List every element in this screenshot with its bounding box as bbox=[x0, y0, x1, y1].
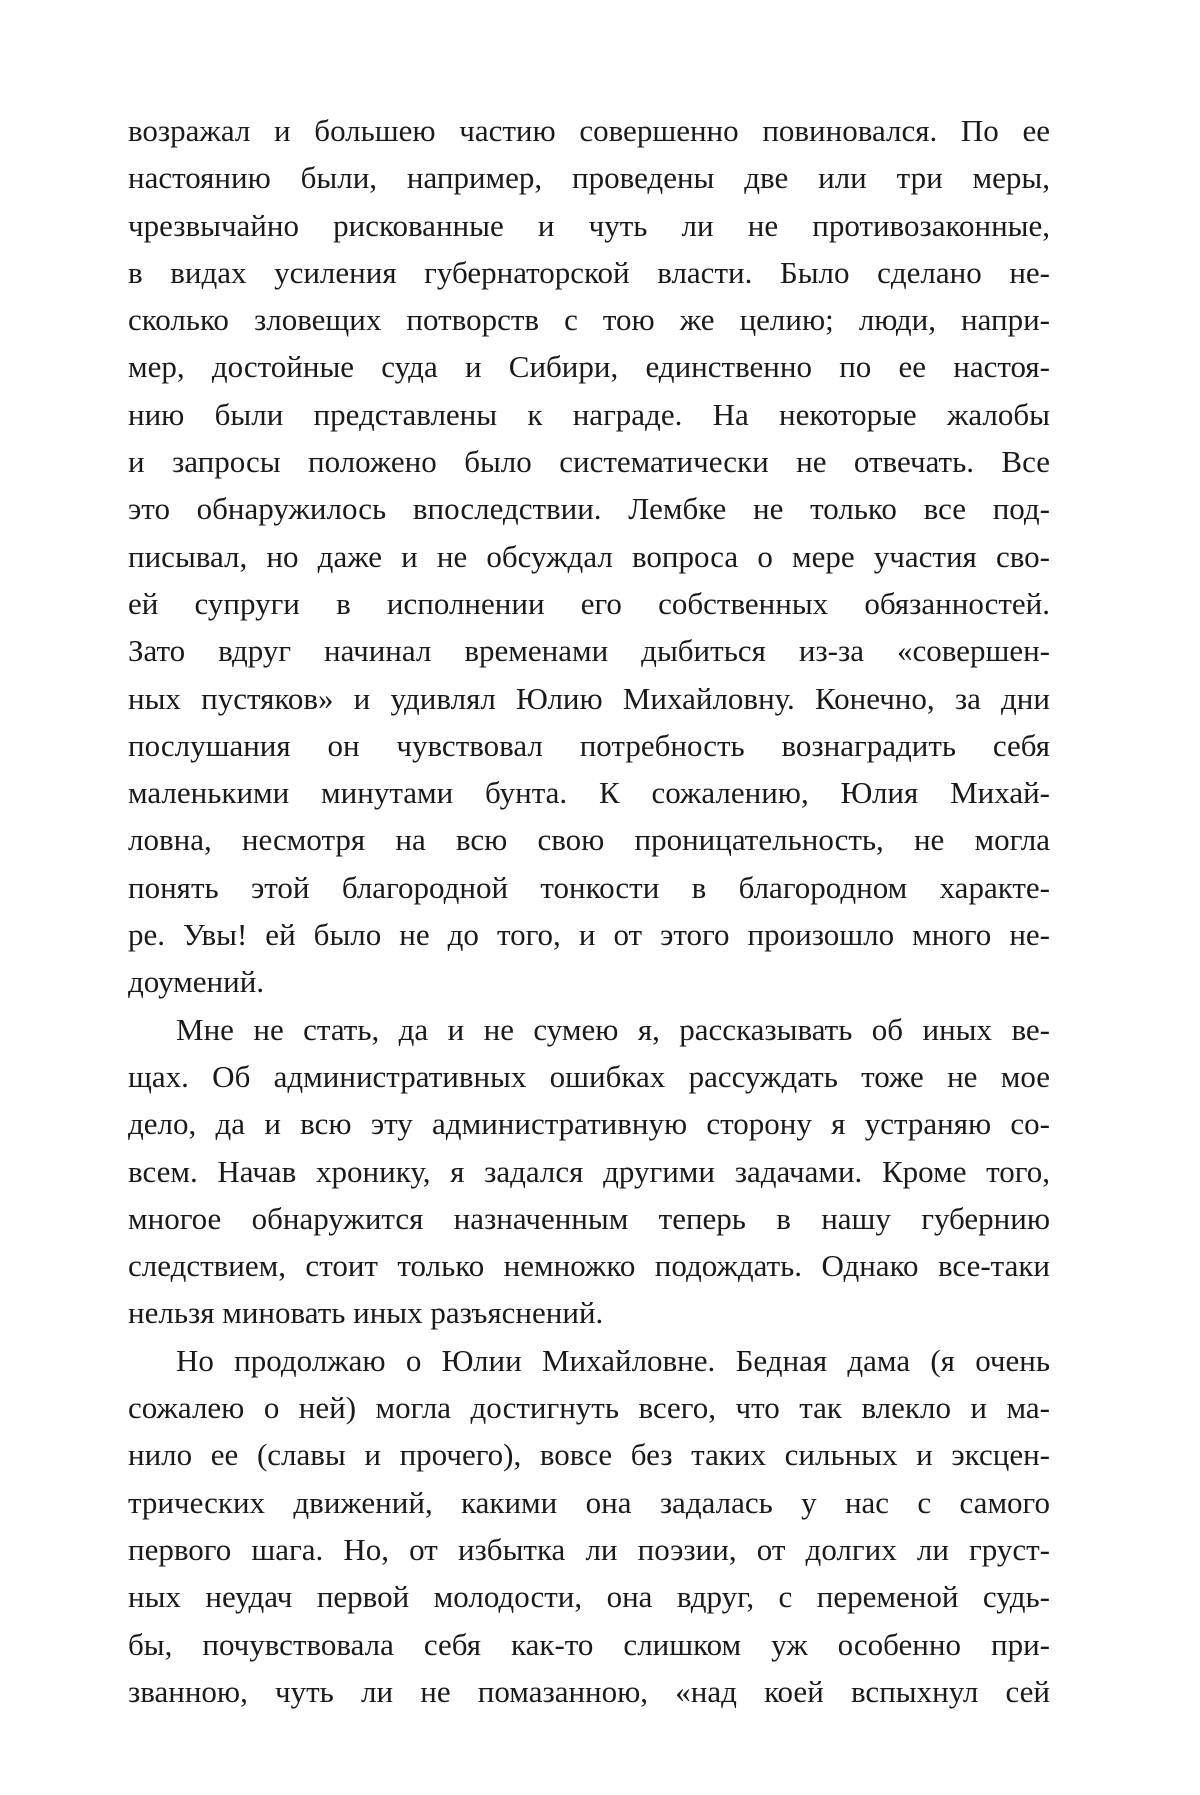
text-line: ных неудач первой молодости, она вдруг, с переменой судь- bbox=[128, 1579, 1050, 1615]
text-line: Зато вдруг начинал временами дыбиться из-за «совершен- bbox=[128, 633, 1050, 669]
text-line: настоянию были, например, проведены две или три меры, bbox=[128, 160, 1050, 196]
text-line: в видах усиления губернаторской власти. Было сделано не- bbox=[128, 254, 1050, 290]
text-line: всем. Начав хронику, я задался другими задачами. Кроме того, bbox=[128, 1153, 1050, 1189]
text-line: и запросы положено было систематически не отвечать. Все bbox=[128, 444, 1050, 480]
text-line: Но продолжаю о Юлии Михайловне. Бедная дама (я очень bbox=[176, 1342, 1050, 1378]
text-line: дело, да и всю эту административную сторону я устраняю со- bbox=[128, 1106, 1050, 1142]
text-line: щах. Об административных ошибках рассуждать тоже не мое bbox=[128, 1058, 1050, 1094]
text-line: писывал, но даже и не обсуждал вопроса о мере участия сво- bbox=[128, 538, 1050, 574]
text-line: ных пустяков» и удивлял Юлию Михайловну. Конечно, за дни bbox=[128, 680, 1050, 716]
text-line: ре. Увы! ей было не до того, и от этого произошло много не- bbox=[128, 917, 1050, 953]
text-line: сожалею о ней) могла достигнуть всего, что так влекло и ма- bbox=[128, 1390, 1050, 1426]
page-text bbox=[128, 107, 1050, 1715]
text-line: первого шага. Но, от избытка ли поэзии, от долгих ли груст- bbox=[128, 1531, 1050, 1567]
text-line: нию были представлены к награде. На некоторые жалобы bbox=[128, 396, 1050, 432]
text-line: нило ее (славы и прочего), вовсе без таких сильных и эксцен- bbox=[128, 1437, 1050, 1473]
text-line: это обнаружилось впоследствии. Лембке не только все под- bbox=[128, 491, 1050, 527]
text-line: ей супруги в исполнении его собственных обязанностей. bbox=[128, 585, 1050, 621]
text-line: трических движений, какими она задалась у нас с самого bbox=[128, 1484, 1050, 1520]
text-line: мер, достойные суда и Сибири, единственно по ее настоя- bbox=[128, 349, 1050, 385]
text-line: чрезвычайно рискованные и чуть ли не противозаконные, bbox=[128, 207, 1050, 243]
text-line: бы, почувствовала себя как-то слишком уж особенно при- bbox=[128, 1626, 1050, 1662]
text-line: маленькими минутами бунта. К сожалению, Юлия Михай- bbox=[128, 775, 1050, 811]
paragraph-3 bbox=[128, 1337, 1050, 1715]
text-line: званною, чуть ли не помазанною, «над коей вспыхнул сей bbox=[128, 1673, 1050, 1709]
text-line: понять этой благородной тонкости в благородном характе- bbox=[128, 869, 1050, 905]
text-line: следствием, стоит только немножко подождать. Однако все-таки bbox=[128, 1248, 1050, 1284]
text-line: Мне не стать, да и не сумею я, рассказывать об иных ве- bbox=[176, 1011, 1050, 1047]
text-line: сколько зловещих потворств с тою же целию; люди, напри- bbox=[128, 302, 1050, 338]
paragraph-1 bbox=[128, 107, 1050, 1006]
paragraph-2 bbox=[128, 1006, 1050, 1337]
text-line: многое обнаружится назначенным теперь в нашу губернию bbox=[128, 1200, 1050, 1236]
text-line: нельзя миновать иных разъяснений. bbox=[128, 1295, 604, 1331]
text-line: послушания он чувствовал потребность вознаградить себя bbox=[128, 727, 1050, 763]
text-line: ловна, несмотря на всю свою проницательность, не могла bbox=[128, 822, 1050, 858]
text-line: возражал и большею частию совершенно повиновался. По ее bbox=[128, 113, 1050, 148]
text-line: доумений. bbox=[128, 964, 265, 1000]
